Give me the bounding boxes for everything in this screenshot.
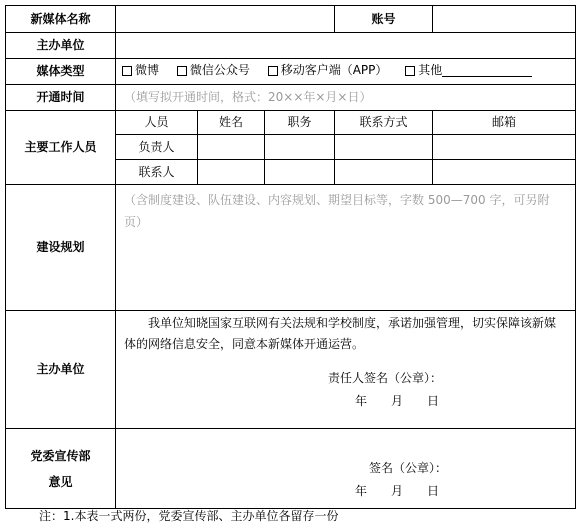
footnote: 注：1.本表一式两份，党委宣传部、主办单位各留存一份 [39, 509, 339, 523]
party-opinion-cell[interactable] [116, 429, 576, 509]
date-year: 年 [355, 394, 368, 408]
option-other[interactable]: 其他 [405, 63, 532, 78]
row-host-unit [6, 33, 576, 59]
option-weibo[interactable]: 微博 [122, 63, 159, 78]
checkbox-icon[interactable] [405, 66, 415, 76]
row-party-opinion [6, 429, 576, 509]
host-date-line [124, 394, 567, 409]
open-time-label: 开通时间 [6, 85, 116, 111]
date-month: 月 [391, 484, 404, 498]
open-time-hint[interactable]: （填写拟开通时间，格式：20××年×月×日） [116, 85, 576, 111]
new-media-application-table [5, 5, 576, 509]
date-day: 日 [427, 394, 440, 408]
staff-role-lead: 负责人 [116, 135, 198, 160]
row-host-opinion [6, 311, 576, 429]
host-unit-label: 主办单位 [6, 33, 116, 59]
option-app[interactable]: 移动客户端（APP） [268, 63, 388, 78]
contact-email-field[interactable] [433, 160, 576, 185]
checkbox-icon[interactable] [122, 66, 132, 76]
main-staff-label: 主要工作人员 [6, 111, 116, 185]
account-field[interactable] [433, 6, 576, 33]
staff-header-person: 人员 [116, 111, 198, 135]
party-opinion-label-line1: 党委宣传部 [30, 448, 91, 463]
row-open-time [6, 85, 576, 111]
responsible-signature-label: 责任人签名（公章）： [328, 371, 443, 385]
lead-name-field[interactable] [198, 135, 265, 160]
other-blank-line[interactable] [442, 64, 532, 77]
option-wechat[interactable]: 微信公众号 [177, 63, 250, 78]
party-date-line [124, 484, 567, 499]
staff-role-contact: 联系人 [116, 160, 198, 185]
party-opinion-label [6, 429, 116, 509]
media-name-field[interactable] [116, 6, 335, 33]
construction-plan-label: 建设规划 [6, 185, 116, 311]
staff-header-title: 职务 [265, 111, 335, 135]
party-opinion-label-line2: 意见 [48, 474, 73, 489]
staff-header-email: 邮箱 [433, 111, 576, 135]
contact-name-field[interactable] [198, 160, 265, 185]
host-opinion-cell[interactable] [116, 311, 576, 429]
row-construction-plan [6, 185, 576, 311]
lead-email-field[interactable] [433, 135, 576, 160]
host-unit-field[interactable] [116, 33, 576, 59]
row-staff-header [6, 111, 576, 135]
account-label: 账号 [335, 6, 433, 33]
date-year: 年 [355, 484, 368, 498]
checkbox-icon[interactable] [177, 66, 187, 76]
media-type-label: 媒体类型 [6, 59, 116, 85]
host-statement: 我单位知晓国家互联网有关法规和学校制度，承诺加强管理，切实保障该新媒体的网络信息安全，同意本新媒体开通运营。 [124, 316, 557, 351]
row-media-type [6, 59, 576, 85]
construction-plan-hint[interactable]: （含制度建设、队伍建设、内容规划、期望目标等，字数 500—700 字，可另附页） [116, 185, 576, 311]
checkbox-icon[interactable] [268, 66, 278, 76]
staff-header-contact: 联系方式 [335, 111, 433, 135]
party-signature-label: 签名（公章）： [369, 461, 448, 475]
staff-header-name: 姓名 [198, 111, 265, 135]
media-type-options [116, 59, 576, 85]
row-media-name [6, 6, 576, 33]
lead-title-field[interactable] [265, 135, 335, 160]
contact-contact-field[interactable] [335, 160, 433, 185]
date-month: 月 [391, 394, 404, 408]
host-opinion-label: 主办单位 [6, 311, 116, 429]
date-day: 日 [427, 484, 440, 498]
lead-contact-field[interactable] [335, 135, 433, 160]
media-name-label: 新媒体名称 [6, 6, 116, 33]
contact-title-field[interactable] [265, 160, 335, 185]
